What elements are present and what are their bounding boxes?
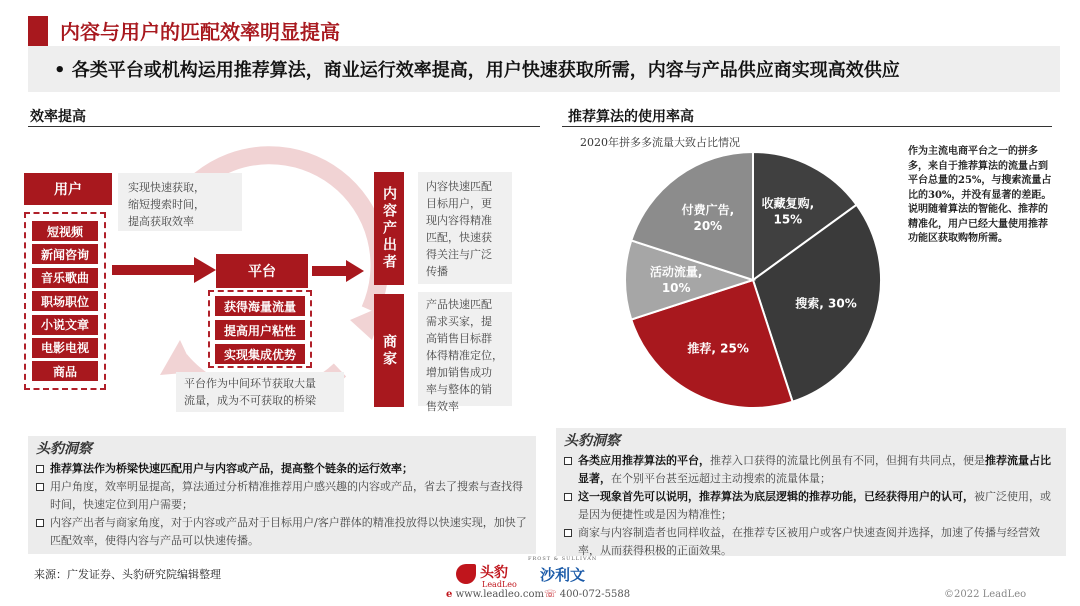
phone-icon: ☏	[544, 589, 557, 600]
user-content-item: 商品	[32, 361, 98, 381]
title-accent	[28, 16, 48, 50]
insights-left-bullet-text: 用户角度，效率明显提高，算法通过分析精准推荐用户感兴趣的内容或产品，省去了搜索与查找得时间，快速定位到用户需要；	[50, 480, 523, 511]
insights-right-bullet-bold2: 推荐流量占比显著，	[578, 454, 1051, 485]
user-items	[32, 221, 98, 385]
insights-right-bullet	[564, 488, 1058, 524]
pie-label-活动流量: 10%	[661, 281, 691, 295]
right-section-rule	[562, 126, 1052, 127]
producer-note: 内容快速匹配 目标用户，更 现内容得精准 匹配，快速获 得关注与广泛 传播	[418, 172, 512, 284]
bullet-square-icon	[564, 529, 572, 537]
merchant-note: 产品快速匹配 需求买家，提 高销售目标群 体得精准定位， 增加销售成功 率与整体的销 售效率	[418, 292, 512, 406]
pie-label-搜索: 搜索, 30%	[795, 296, 857, 311]
user-content-item: 职场职位	[32, 291, 98, 311]
phone-contact	[544, 589, 630, 600]
platform-note: 平台作为中间环节获取大量 流量，成为不可获取的桥梁	[176, 372, 344, 412]
website-link[interactable]	[446, 589, 544, 600]
source-note: 来源：广发证券、头豹研究院编辑整理	[34, 568, 221, 581]
page-title: 内容与用户的匹配效率明显提高	[60, 20, 340, 44]
pie-label-付费广告: 付费广告,	[681, 202, 735, 217]
user-content-item: 短视频	[32, 221, 98, 241]
bullet-square-icon	[36, 483, 44, 491]
user-benefit-note: 实现快速获取， 缩短搜索时间， 提高获取效率	[118, 173, 242, 231]
partner-logo: 沙利文	[540, 566, 586, 584]
insights-right-bullet-text: 被广泛使用，或是因为便捷性或是因为精准性；	[578, 490, 1051, 521]
platform-items	[215, 296, 305, 368]
insight-title-left: 头豹洞察	[36, 441, 92, 457]
arrow-platform-to-supply	[312, 260, 364, 282]
summary-text: • 各类平台或机构运用推荐算法，商业运行效率提高，用户快速获取所需，内容与产品供应商实现高效供应	[54, 60, 900, 81]
copyright: ©2022 LeadLeo	[944, 589, 1027, 600]
chart-explanation: 作为主流电商平台之一的拼多多，来自于推荐算法的流量占到平台总量的25%，与搜索流量占比的30%，并没有显著的差距。说明随着算法的智能化、推荐的精准化，用户已经大量使用推荐功能区获取购物所需。	[908, 146, 1052, 244]
pie-label-收藏复购: 15%	[773, 212, 803, 227]
bullet-square-icon	[564, 493, 572, 501]
pie-label-收藏复购: 收藏复购,	[761, 196, 815, 211]
user-content-item: 音乐歌曲	[32, 268, 98, 288]
pie-label-推荐: 推荐, 25%	[687, 341, 749, 356]
arrow-user-to-platform	[112, 257, 217, 283]
insights-left-bullet-bold: 推荐算法作为桥梁快速匹配用户与内容或产品，提高整个链条的运行效率；	[50, 462, 413, 475]
website-text: www.leadleo.com	[455, 589, 544, 600]
right-section-title: 推荐算法的使用率高	[568, 109, 694, 125]
insights-right-bullet	[564, 452, 1058, 488]
insights-right-bullet-text: 推荐入口获得的流量比例虽有不同，但拥有共同点，便是	[710, 454, 985, 467]
producer-header: 内容产出者	[374, 172, 404, 285]
pie-label-活动流量: 活动流量,	[649, 265, 703, 279]
leadleo-logo-sub: LeadLeo	[482, 580, 517, 589]
insights-left-bullet-text: 内容产出者与商家角度，对于内容或产品对于目标用户/客户群体的精准投放得以快速实现，加快了匹配效率，使得内容与产品可以快速传播。	[50, 516, 527, 547]
pie-label-付费广告: 20%	[693, 218, 723, 233]
leadleo-logo-text: 头豹	[480, 565, 508, 581]
user-content-item: 电影电视	[32, 338, 98, 358]
left-section-rule	[28, 126, 540, 127]
bullet-square-icon	[36, 519, 44, 527]
phone-text: 400-072-5588	[559, 589, 631, 600]
leadleo-logo-icon	[456, 564, 476, 584]
platform-benefit-item: 获得海量流量	[215, 296, 305, 316]
user-content-item: 小说文章	[32, 315, 98, 335]
user-content-item: 新闻咨询	[32, 244, 98, 264]
insights-right-bullet	[564, 524, 1058, 560]
insights-right-bullet-text: 商家与内容制造者也同样收益，在推荐专区被用户或客户快速查阅并选择，加速了传播与经营效率，从而获得积极的正面效果。	[578, 526, 1040, 557]
web-icon: e	[446, 589, 453, 600]
insights-right-bullet-bold: 这一现象首先可以说明，推荐算法为底层逻辑的推荐功能，已经获得用户的认可，	[578, 490, 974, 503]
merchant-header: 商家	[374, 294, 404, 407]
traffic-pie-chart	[620, 148, 900, 418]
insights-left-bullet	[36, 460, 528, 478]
insights-right-bullet-text2: 在个别平台甚至远超过主动搜索的流量体量；	[611, 472, 831, 485]
left-section-title: 效率提高	[30, 109, 86, 125]
platform-benefit-item: 提高用户粘性	[215, 320, 305, 340]
insight-title-right: 头豹洞察	[564, 433, 620, 449]
platform-header: 平台	[216, 254, 308, 288]
user-header: 用户	[24, 173, 112, 205]
partner-tagline: FROST & SULLIVAN	[528, 556, 598, 562]
platform-benefit-item: 实现集成优势	[215, 344, 305, 364]
bullet-square-icon	[564, 457, 572, 465]
chart-title: 2020年拼多多流量大致占比情况	[580, 136, 740, 149]
insights-left-bullet	[36, 514, 528, 550]
insights-right-bullet-bold: 各类应用推荐算法的平台，	[578, 454, 710, 467]
insight-panel-right	[556, 428, 1066, 556]
bullet-square-icon	[36, 465, 44, 473]
insight-panel-left	[28, 436, 536, 554]
insights-left-bullet	[36, 478, 528, 514]
